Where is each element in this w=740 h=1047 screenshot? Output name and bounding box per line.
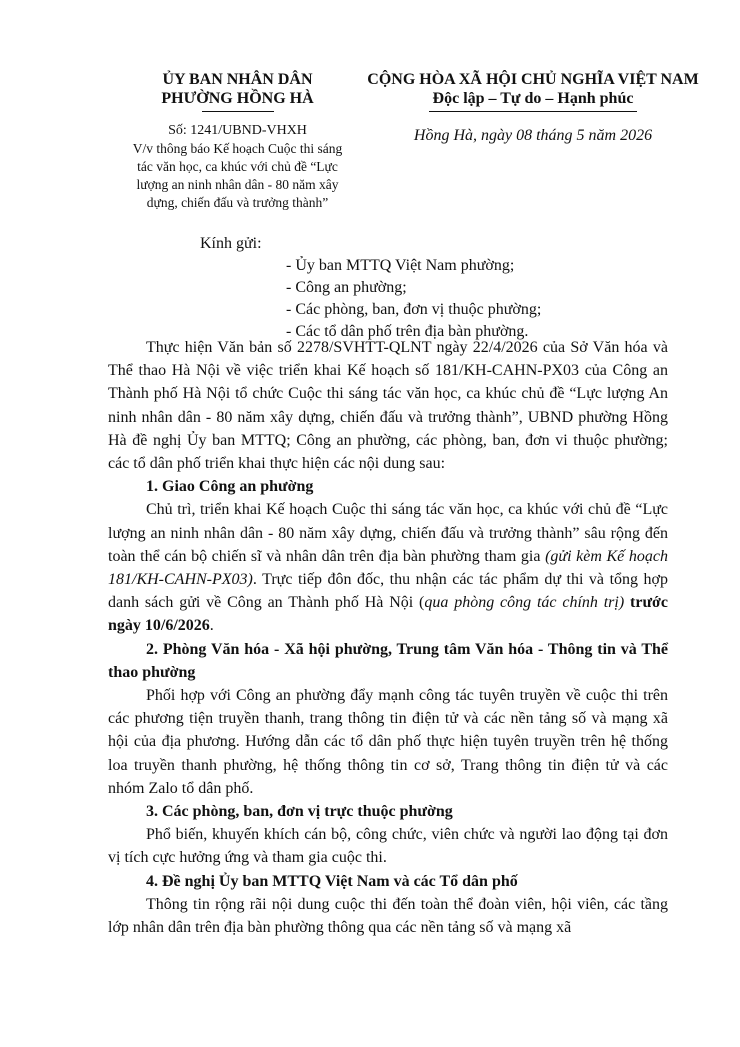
- nation-name: CỘNG HÒA XÃ HỘI CHỦ NGHĨA VIỆT NAM: [367, 71, 699, 88]
- org-underline: [202, 111, 274, 112]
- section-2-heading: 2. Phòng Văn hóa - Xã hội phường, Trung tâm Văn hóa - Thông tin và Thể thao phường: [108, 640, 668, 681]
- subject-line1: V/v thông báo Kế hoạch Cuộc thi sáng: [132, 141, 343, 156]
- section-2-paragraph: Phối hợp với Công an phường đẩy mạnh công tác tuyên truyền về cuộc thi trên các phương tiện truyền thanh, trang thông tin điện tử và các nền tảng số và mạng xã hội của địa phương. Hướng dẫn các tổ dân phố thực hiện tuyên truyền trên hệ thống loa truyền thanh phường, hệ thống thông tin cơ sở, Trang thông tin điện tử và các nhóm Zalo tổ dân phố.: [108, 687, 668, 797]
- section-1-recipient-note: qua phòng công tác chính trị): [424, 594, 625, 612]
- section-3-heading: 3. Các phòng, ban, đơn vị trực thuộc phường: [146, 803, 453, 821]
- issuing-authority-block: [130, 70, 345, 211]
- recipient-item: - Ủy ban MTTQ Việt Nam phường;: [286, 257, 515, 274]
- subject-line2: tác văn học, ca khúc với chủ đề “Lực: [137, 159, 338, 174]
- document-body: [108, 336, 668, 939]
- recipient-item: - Công an phường;: [286, 279, 407, 296]
- national-motto: Độc lập – Tự do – Hạnh phúc: [432, 90, 634, 107]
- intro-paragraph: Thực hiện Văn bản số 2278/SVHTT-QLNT ngày 22/4/2026 của Sở Văn hóa và Thể thao Hà Nội về việc triển khai Kế hoạch số 181/KH-CAHN-PX03 của Công an Thành phố Hà Nội tổ chức Cuộc thi sáng tác văn học, ca khúc chủ đề “Lực lượng An ninh nhân dân - 80 năm xây dựng, chiến đấu và trưởng thành”, UBND phường Hồng Hà đề nghị Ủy ban MTTQ; Công an phường, các phòng, ban, đơn vi thuộc phường; các tổ dân phố triển khai thực hiện các nội dung sau:: [108, 339, 668, 473]
- motto-underline: [429, 111, 637, 112]
- subject-line3: lượng an ninh nhân dân - 80 năm xây: [136, 177, 339, 192]
- document-date: Hồng Hà, ngày 08 tháng 5 năm 2026: [413, 127, 653, 144]
- subject-line4: dựng, chiến đấu và trưởng thành”: [146, 195, 329, 210]
- national-heading-block: [358, 70, 708, 145]
- section-1-paragraph: [108, 498, 668, 637]
- org-name-line2: PHƯỜNG HỒNG HÀ: [161, 90, 314, 107]
- recipient-item: - Các tổ dân phố trên địa bàn phường.: [286, 323, 529, 340]
- section-1-deadline: trước ngày 10/6/2026: [108, 594, 669, 635]
- section-1-text-f: .: [209, 617, 214, 635]
- section-3-paragraph: Phổ biến, khuyến khích cán bộ, công chức, viên chức và người lao động tại đơn vị tích cực hưởng ứng và tham gia cuộc thi.: [108, 826, 668, 867]
- document-number: Số: 1241/UBND-VHXH: [168, 123, 307, 138]
- recipients-label: Kính gửi:: [200, 235, 262, 252]
- section-1-text-c: . Trực tiếp đôn đốc, thu nhận các tác phẩm dự thi và tổng hợp danh sách gửi về Công an Thành phố Hà Nội (: [108, 571, 668, 612]
- recipient-item: - Các phòng, ban, đơn vị thuộc phường;: [286, 301, 542, 318]
- section-4-heading: 4. Đề nghị Ủy ban MTTQ Việt Nam và các Tổ dân phố: [146, 872, 518, 890]
- section-4-paragraph: Thông tin rộng rãi nội dung cuộc thi đến toàn thể đoàn viên, hội viên, các tầng lớp nhân dân trên địa bàn phường thông qua các nền tảng số và mạng xã: [108, 895, 668, 937]
- section-1-heading: 1. Giao Công an phường: [146, 478, 314, 496]
- org-name-line1: ỦY BAN NHÂN DÂN: [162, 71, 313, 88]
- section-1-text-a: Chủ trì, triển khai Kế hoạch Cuộc thi sáng tác văn học, ca khúc với chủ đề “Lực lượng an ninh nhân dân - 80 năm xây dựng, chiến đấu và trưởng thành” sâu rộng đến toàn thể cán bộ chiến sĩ và nhân dân trên địa bàn phường tham gia: [108, 501, 668, 565]
- recipient-list: [286, 255, 541, 343]
- section-1-attachment-note: (gửi kèm Kế hoạch 181/KH-CAHN-PX03): [108, 547, 668, 589]
